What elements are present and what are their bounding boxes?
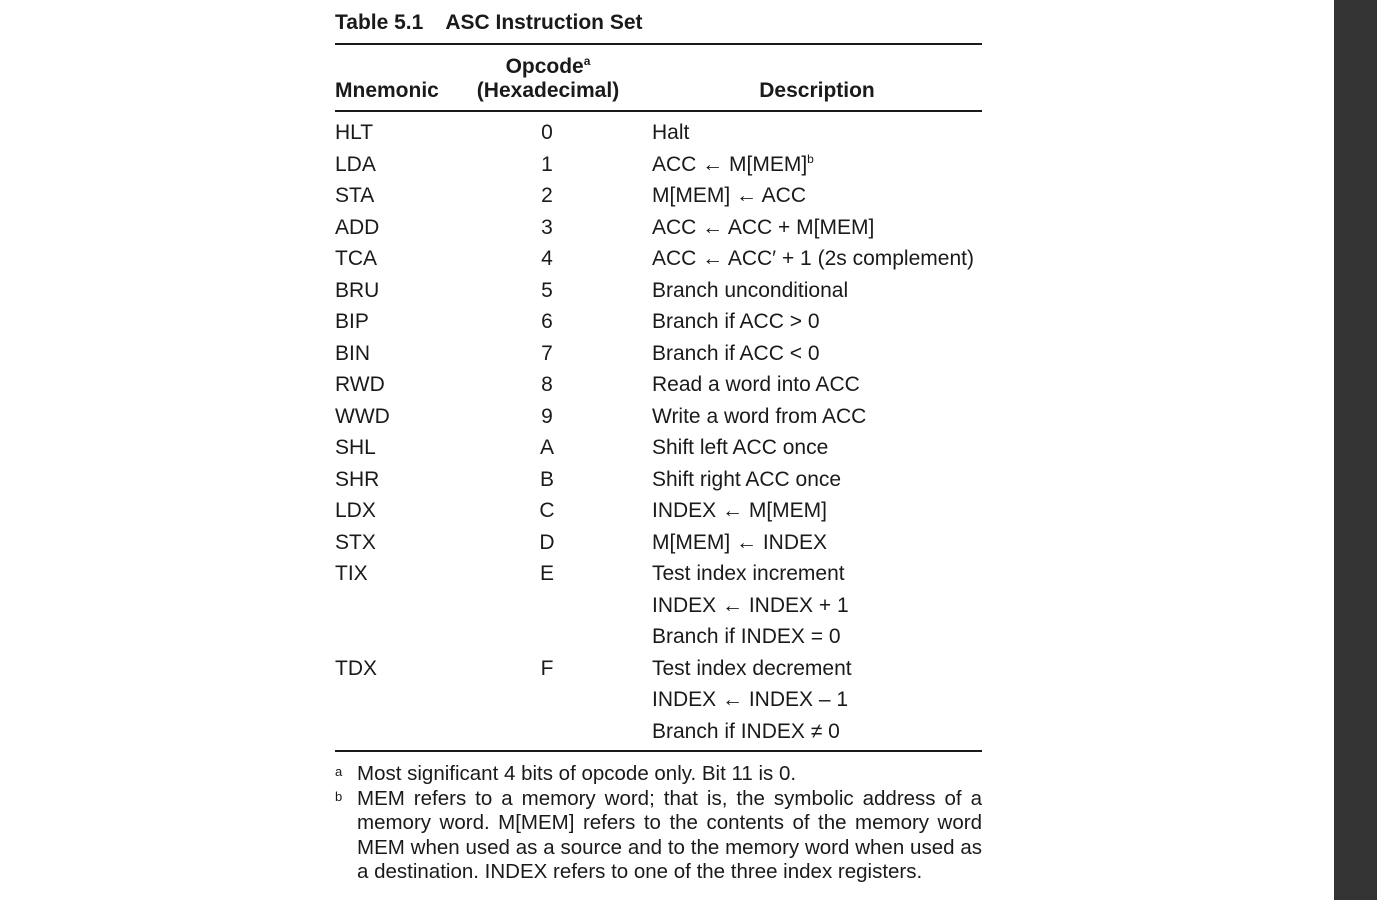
footnote-reference: b (807, 152, 814, 166)
cell-opcode: 6 (541, 310, 553, 333)
cell-description (652, 499, 827, 523)
cell-description-text: Read a word into ACC (652, 373, 860, 396)
cell-description-text: Shift left ACC once (652, 436, 829, 459)
header-opcode-line2: (Hexadecimal) (476, 79, 620, 102)
cell-mnemonic: TIX (335, 562, 368, 585)
cell-description (652, 121, 689, 145)
cell-opcode: B (539, 468, 554, 491)
cell-description-text: Branch unconditional (652, 279, 849, 302)
cell-description-text: ACC ← ACC′ + 1 (2s complement) (652, 247, 974, 270)
footnote-a (335, 762, 982, 787)
cell-description-text: Branch if ACC < 0 (652, 342, 820, 365)
cell-mnemonic: SHR (335, 468, 380, 491)
scrollbar[interactable] (1334, 0, 1377, 900)
cell-description-text: M[MEM] ← ACC (652, 184, 807, 207)
cell-description (652, 310, 820, 334)
cell-description (652, 279, 848, 303)
cell-opcode: 0 (541, 121, 553, 144)
cell-description-text: M[MEM] ← INDEX (652, 531, 828, 554)
cell-description-text: INDEX ← INDEX – 1 (652, 688, 849, 711)
cell-description-text: Branch if ACC > 0 (652, 310, 820, 333)
header-description: Description (759, 79, 875, 102)
top-rule (335, 43, 982, 45)
header-opcode (474, 55, 622, 79)
cell-description (652, 405, 866, 429)
cell-opcode: 7 (541, 342, 553, 365)
cell-description-text: Test index decrement (652, 657, 852, 680)
cell-mnemonic: LDX (335, 499, 376, 522)
cell-opcode: 8 (541, 373, 553, 396)
footnote-mark: b (335, 788, 343, 804)
cell-mnemonic: BIP (335, 310, 369, 333)
cell-description (652, 562, 845, 586)
cell-mnemonic: TCA (335, 247, 377, 270)
cell-opcode: 3 (541, 216, 553, 239)
header-opcode-footnote-mark: a (583, 54, 591, 68)
cell-opcode: A (539, 436, 554, 459)
cell-opcode: 9 (541, 405, 553, 428)
cell-opcode: 4 (541, 247, 553, 270)
cell-description-text: Test index increment (652, 562, 845, 585)
header-mnemonic: Mnemonic (335, 79, 439, 102)
bottom-rule (335, 750, 982, 752)
cell-description (652, 531, 827, 555)
cell-description (652, 342, 820, 366)
cell-mnemonic: STA (335, 184, 375, 207)
cell-mnemonic: SHL (335, 436, 376, 459)
cell-description-text: ACC ← ACC + M[MEM] (652, 216, 875, 239)
cell-mnemonic: BRU (335, 279, 380, 302)
cell-description (652, 373, 860, 397)
cell-description (652, 594, 849, 618)
cell-description (652, 468, 841, 492)
header-opcode-line1: Opcode (505, 55, 584, 78)
cell-description (652, 625, 841, 649)
footnotes (335, 762, 982, 885)
cell-description-text: INDEX ← INDEX + 1 (652, 594, 849, 617)
footnote-text: Most significant 4 bits of opcode only. Bit 11 is 0. (357, 762, 797, 785)
cell-mnemonic: LDA (335, 153, 376, 176)
cell-description (652, 657, 852, 681)
cell-description (652, 720, 840, 744)
footnote-mark: a (335, 764, 343, 779)
cell-description-text: Branch if INDEX ≠ 0 (652, 720, 840, 743)
cell-description (652, 436, 828, 460)
header-rule (335, 110, 982, 112)
cell-opcode: 1 (541, 153, 553, 176)
cell-description-text: Branch if INDEX = 0 (652, 625, 841, 648)
cell-mnemonic: RWD (335, 373, 385, 396)
cell-opcode: 5 (541, 279, 553, 302)
cell-opcode: 2 (541, 184, 553, 207)
cell-mnemonic: WWD (335, 405, 390, 428)
table-caption (335, 11, 643, 35)
table-title: ASC Instruction Set (445, 11, 643, 34)
cell-mnemonic: ADD (335, 216, 380, 239)
table-number: Table 5.1 (335, 11, 424, 34)
cell-description-text: Halt (652, 121, 690, 144)
cell-mnemonic: HLT (335, 121, 374, 144)
cell-description (652, 216, 874, 240)
cell-mnemonic: BIN (335, 342, 371, 365)
cell-description-text: INDEX ← M[MEM] (652, 499, 828, 522)
footnote-text: MEM refers to a memory word; that is, the symbolic address of a memory word. M[MEM] refers to the contents of the memory word MEM when used as a source and to the memory word when used as a destination. INDEX refers to one of the three index registers. (357, 786, 982, 883)
cell-description (652, 688, 848, 712)
cell-description (652, 247, 974, 271)
footnote-b (335, 787, 982, 885)
cell-description-text: Write a word from ACC (652, 405, 867, 428)
cell-description-text: Shift right ACC once (652, 468, 842, 491)
cell-opcode: D (539, 531, 555, 554)
cell-mnemonic: STX (335, 531, 376, 554)
cell-opcode: C (539, 499, 555, 522)
cell-description (652, 153, 814, 177)
cell-opcode: E (539, 562, 554, 585)
cell-mnemonic: TDX (335, 657, 377, 680)
cell-opcode: F (540, 657, 554, 680)
cell-description (652, 184, 806, 208)
cell-description-text: ACC ← M[MEM] (652, 153, 808, 176)
